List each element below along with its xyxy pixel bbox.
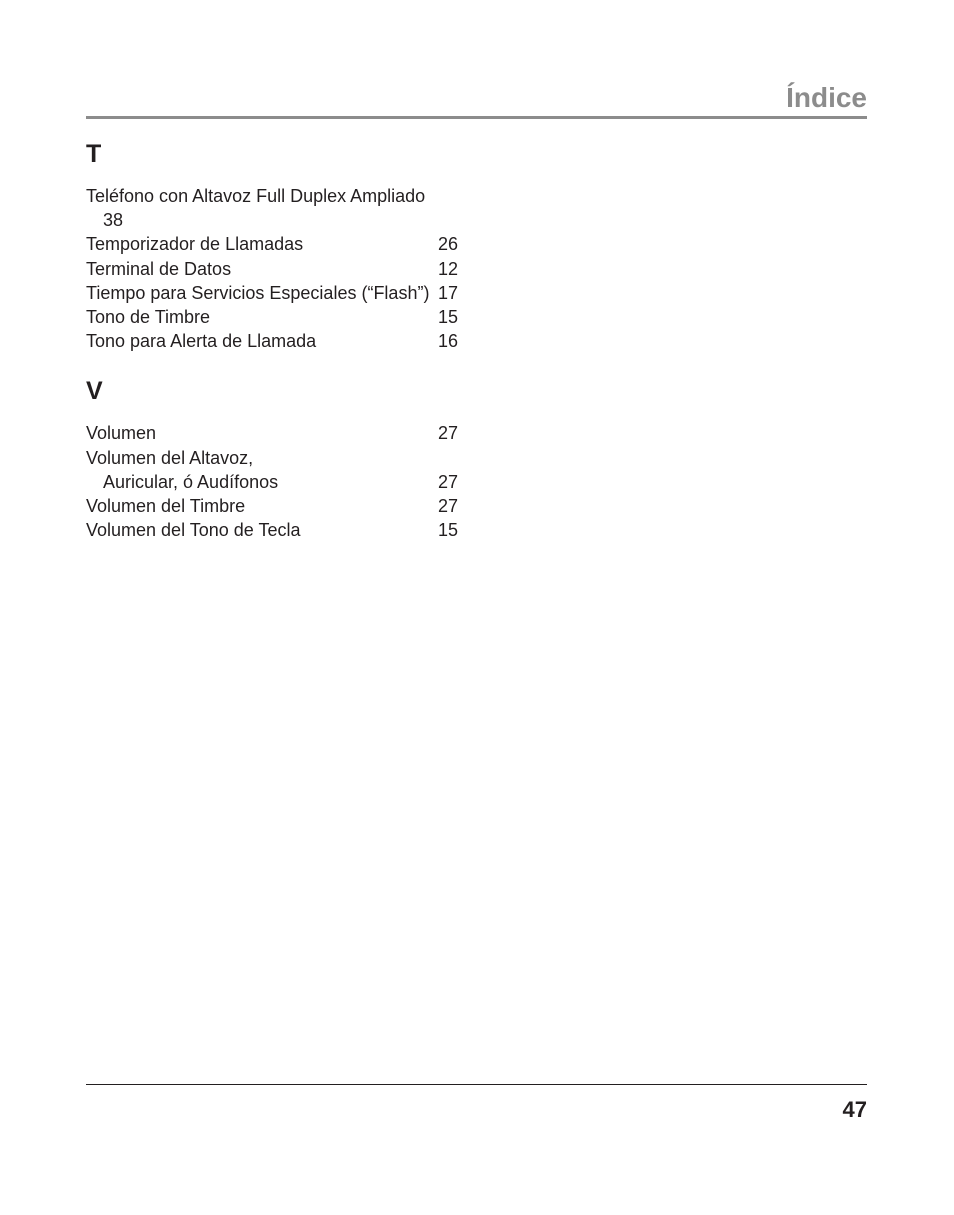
entry-term: Tono de Timbre	[86, 306, 211, 327]
entry-page: 15	[437, 520, 458, 541]
entry-term: Teléfono con Altavoz Full Duplex Ampliado	[86, 186, 426, 206]
entry-page: 27	[437, 471, 458, 492]
footer-divider	[86, 1084, 867, 1085]
index-section-v	[86, 375, 458, 542]
entry-page: 27	[437, 423, 458, 444]
index-column	[86, 138, 458, 542]
entry-page: 17	[437, 282, 458, 303]
index-entry	[86, 208, 458, 232]
entry-page: 26	[437, 234, 458, 255]
header-divider	[86, 116, 867, 119]
index-entry	[86, 470, 458, 494]
entry-term: Terminal de Datos	[86, 258, 232, 279]
index-entry	[86, 421, 458, 445]
index-entry	[86, 257, 458, 281]
section-letter: T	[86, 140, 102, 168]
entry-page: 15	[437, 306, 458, 327]
entry-term: 38	[103, 210, 124, 231]
entry-term: Volumen del Timbre	[86, 495, 246, 516]
index-entry	[86, 232, 458, 256]
index-entries	[86, 184, 458, 353]
index-entry	[86, 329, 458, 353]
index-entry	[86, 305, 458, 329]
entry-term: Volumen del Tono de Tecla	[86, 520, 301, 541]
section-letter: V	[86, 377, 103, 406]
index-entry	[86, 446, 458, 470]
entry-page: 16	[437, 331, 458, 352]
entry-page: 12	[437, 258, 458, 279]
entry-term: Temporizador de Llamadas	[86, 234, 304, 255]
page-title: Índice	[786, 82, 867, 113]
index-entry	[86, 281, 458, 305]
index-entry	[86, 518, 458, 542]
entry-term: Tono para Alerta de Llamada	[86, 331, 317, 352]
index-entries	[86, 421, 458, 542]
entry-term: Auricular, ó Audífonos	[103, 471, 279, 492]
entry-term: Volumen	[86, 423, 157, 444]
entry-term: Volumen del Altavoz,	[86, 447, 254, 468]
entry-page: 27	[437, 495, 458, 516]
index-section-t	[86, 138, 458, 353]
entry-term: Tiempo para Servicios Especiales (“Flash”)	[86, 282, 430, 303]
index-entry	[86, 184, 458, 208]
index-entry	[86, 494, 458, 518]
page-number: 47	[842, 1097, 867, 1122]
